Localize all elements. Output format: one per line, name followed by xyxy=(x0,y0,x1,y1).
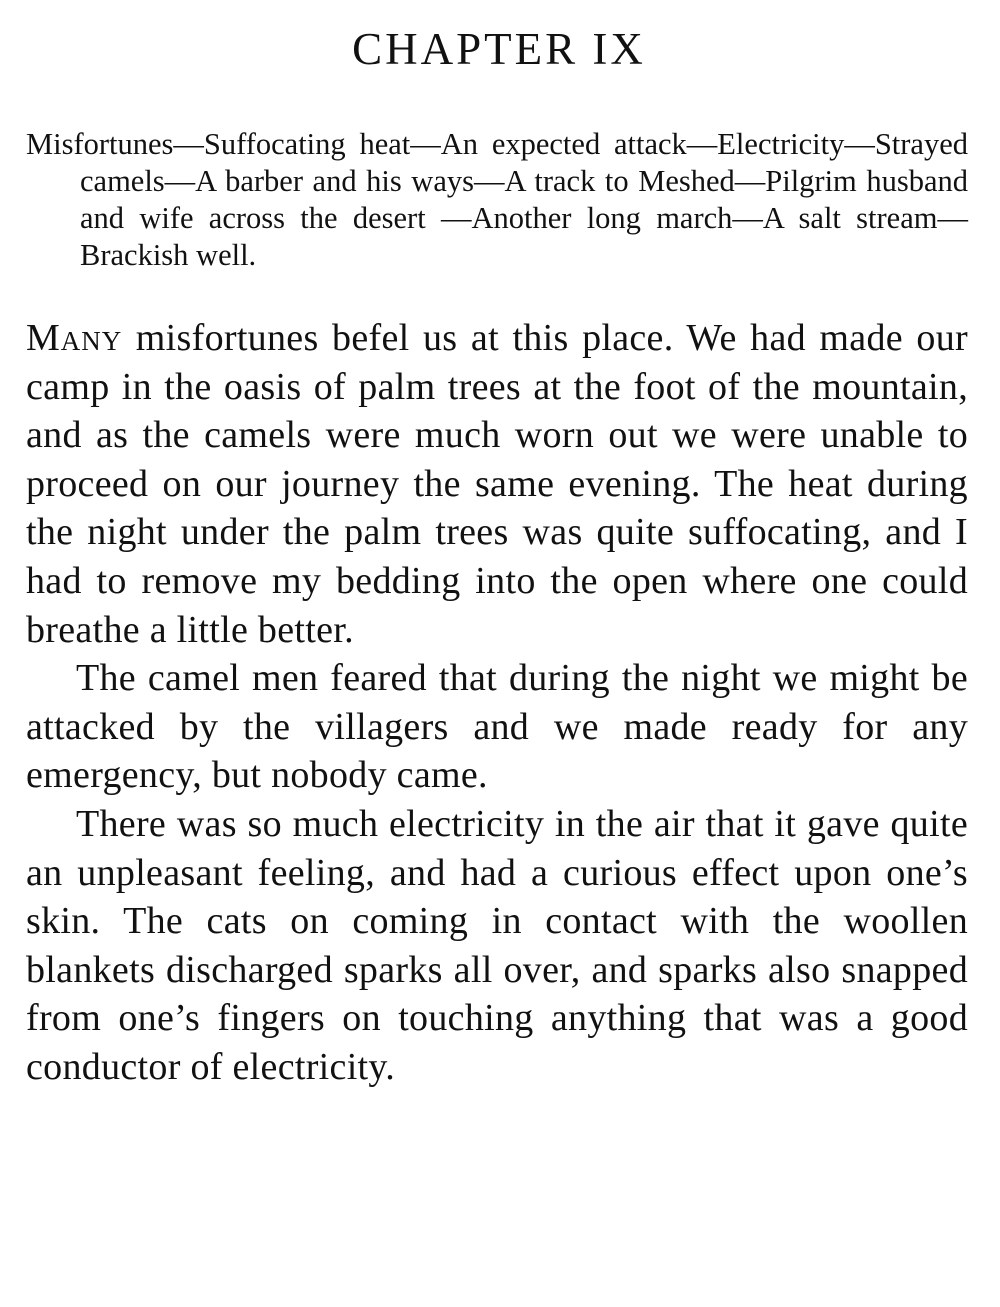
book-page xyxy=(26,22,968,1092)
chapter-body xyxy=(26,314,968,1092)
paragraph-1 xyxy=(26,314,968,654)
paragraph-1-lead: Many xyxy=(26,317,123,359)
chapter-summary: Misfortunes—Suffocating heat—An expected attack—Electricity—Strayed camels—A barber and his ways—A track to Meshed—Pilgrim husband and wife across the desert —Another long march—A salt stream—Brackish well. xyxy=(26,127,968,272)
paragraph-2: The camel men feared that during the night we might be attacked by the villagers and we made ready for any emergency, but nobody came. xyxy=(26,657,968,797)
paragraph-1-text: misfortunes befel us at this place. We had made our camp in the oasis of palm trees at the foot of the mountain, and as the camels were much worn out we were unable to proceed on our journey the same evening. The heat during the night under the palm trees was quite suffocating, and I had to remove my bedding into the open where one could breathe a little better. xyxy=(26,317,968,651)
paragraph-3: There was so much electricity in the air that it gave quite an unpleasant feeling, and had a curious effect upon one’s skin. The cats on coming in contact with the woollen blankets discharged sparks all over, and sparks also snapped from one’s fingers on touching anything that was a good conductor of electricity. xyxy=(26,802,968,1088)
chapter-title: CHAPTER IX xyxy=(352,24,646,74)
